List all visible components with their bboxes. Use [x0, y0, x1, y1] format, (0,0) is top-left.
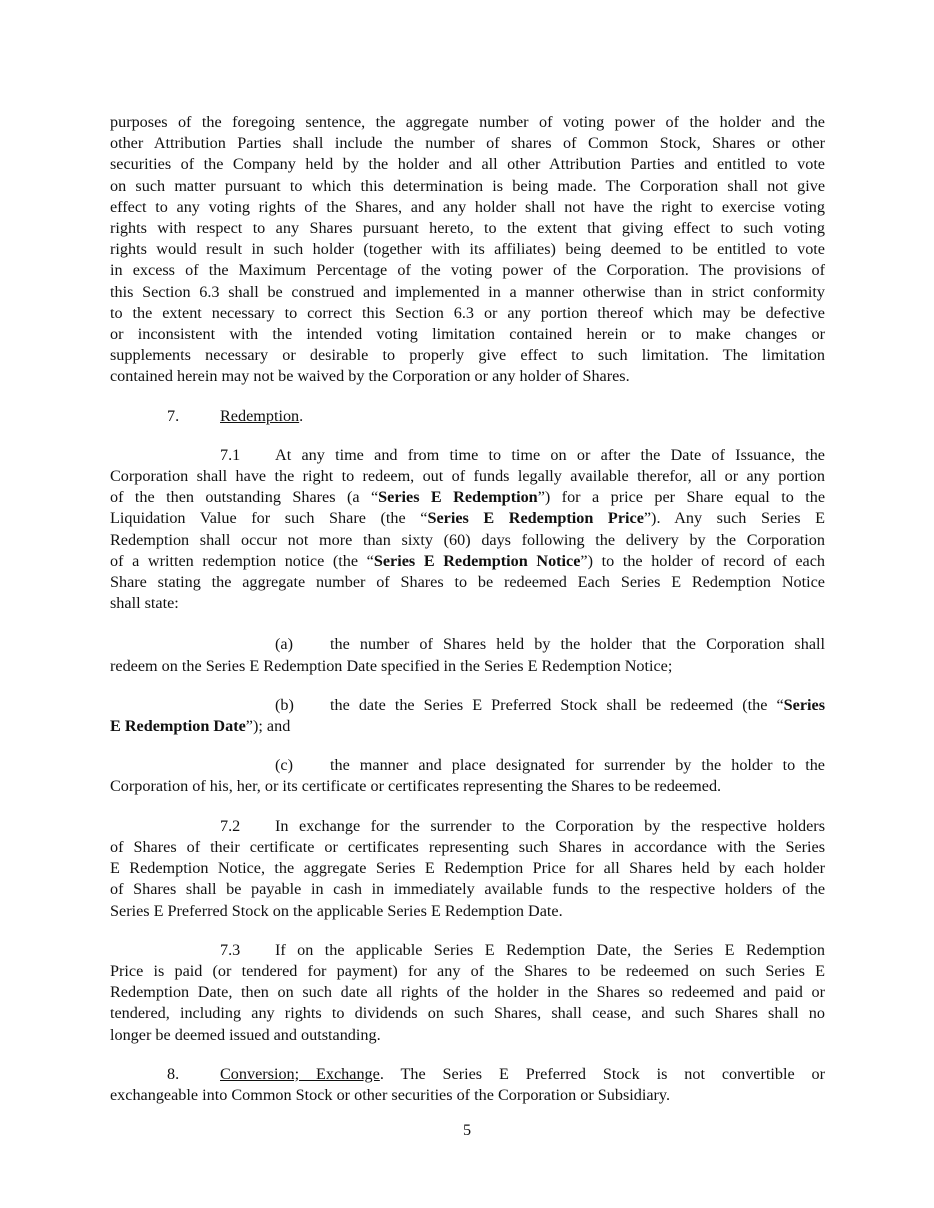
text-line: exchangeable into Common Stock or other securities of the Corporation or Subsidiary. [110, 1085, 670, 1104]
text-line: E Redemption Notice, the aggregate Series E Redemption Price for all Shares held by each holder [110, 859, 825, 878]
text-line: Share stating the aggregate number of Shares to be redeemed Each Series E Redemption Notice [110, 573, 825, 592]
list-item-b: (b) the date the Series E Preferred Stock shall be redeemed (the “Series E Redemption Date”); and [110, 695, 825, 736]
text-line: redeem on the Series E Redemption Date specified in the Series E Redemption Notice; [110, 656, 673, 675]
defined-term: Series [783, 695, 825, 714]
list-item-c: (c) the manner and place designated for surrender by the holder to the Corporation of his, her, or its certificate or certificates representing the Shares to be redeemed. [110, 755, 825, 797]
text-line: Series E Preferred Stock on the applicable Series E Redemption Date. [110, 901, 563, 920]
text-line: to the extent necessary to correct this Section 6.3 or any portion thereof which may be defective [110, 303, 825, 322]
text-line: other Attribution Parties shall include the number of shares of Common Stock, Shares or other [110, 134, 825, 153]
subsection-number: 7.3 [220, 940, 241, 959]
text-line: purposes of the foregoing sentence, the aggregate number of voting power of the holder and the [110, 113, 825, 131]
text-line: Corporation shall have the right to redeem, out of funds legally available therefor, all or any portion [110, 467, 825, 486]
text-line: effect to any voting rights of the Shares, and any holder shall not have the right to exercise voting [110, 197, 825, 216]
text-line: supplements necessary or desirable to properly give effect to such limitation. The limitation [110, 346, 825, 365]
text-line: Redemption Date, then on such date all rights of the holder in the Shares so redeemed and paid or [110, 983, 825, 1002]
section-number: 7. [167, 406, 180, 425]
text-line: of Shares shall be payable in cash in immediately available funds to the respective holders of the [110, 880, 825, 899]
section-number: 8. [167, 1064, 180, 1083]
item-label: (c) [275, 756, 293, 775]
page-number: 5 [462, 1121, 472, 1139]
defined-term: Series E Redemption [378, 488, 538, 507]
section-7-3: 7.3 If on the applicable Series E Redemption Date, the Series E Redemption Price is paid (or tendered for payment) for any of the Shares to be redeemed on such Series E Redemption Date, then on such date all rights of the holder in the Shares so redeemed and paid or tendered, including any rights to dividends on such Shares, shall cease, and such Shares shall no longer be deemed issued and outstanding. [110, 940, 825, 1046]
defined-term: E Redemption Date [110, 717, 246, 736]
section-8: 8. Conversion; Exchange. The Series E Preferred Stock is not convertible or exchangeable into Common Stock or other securities of the Corporation or Subsidiary. [110, 1064, 825, 1106]
continuation-paragraph [110, 112, 825, 388]
text-line: longer be deemed issued and outstanding. [110, 1025, 381, 1044]
text-line: Corporation of his, her, or its certificate or certificates representing the Shares to be redeemed. [110, 777, 722, 796]
text-line: rights would result in such holder (together with its affiliates) being deemed to be entitled to vote [110, 240, 825, 259]
defined-term: Series E Redemption Notice [373, 551, 581, 570]
list-item-a: (a) the number of Shares held by the holder that the Corporation shall redeem on the Series E Redemption Date specified in the Series E Redemption Notice; [110, 634, 825, 676]
text-line: on such matter pursuant to which this determination is being made. The Corporation shall not give [110, 176, 825, 195]
defined-term: Series E Redemption Price [427, 509, 644, 528]
section-title: Redemption [220, 406, 300, 425]
item-label: (b) [275, 695, 294, 714]
section-7-1: 7.1 At any time and from time to time on or after the Date of Issuance, the Corporation shall have the right to redeem, out of funds legally available therefor, all or any portion of the then outstanding Shares (a “Series E Redemption”) for a price per Share equal to the Liquidation Value for such Share (the “Series E Redemption Price”). Any such Series E Redemption shall occur not more than sixty (60) days following the delivery by the Corporation of a written redemption notice (the “Series E Redemption Notice”) to the holder of record of each Share stating the aggregate number of Shares to be redeemed Each Series E Redemption Notice shall state: [110, 445, 825, 615]
section-7-heading [110, 406, 825, 427]
text-line: of Shares of their certificate or certificates representing such Shares in accordance with the Series [110, 837, 825, 856]
text-line: or inconsistent with the intended voting limitation contained herein or to make changes or [110, 325, 825, 344]
text-line: At any time and from time to time on or after the Date of Issuance, the [275, 445, 825, 464]
subsection-number: 7.2 [220, 816, 241, 835]
text-line: shall state: [110, 594, 179, 613]
text-line: Price is paid (or tendered for payment) for any of the Shares to be redeemed on such Series E [110, 961, 825, 980]
text-line: Redemption shall occur not more than sixty (60) days following the delivery by the Corporation [110, 530, 825, 549]
text-line: contained herein may not be waived by the Corporation or any holder of Shares. [110, 367, 630, 386]
item-label: (a) [275, 635, 293, 654]
section-title: Conversion; Exchange [220, 1064, 380, 1083]
text-line: this Section 6.3 shall be construed and implemented in a manner otherwise than in strict conformity [110, 282, 825, 301]
text-line: securities of the Company held by the holder and all other Attribution Parties and entitled to vote [110, 155, 825, 174]
text-line: tendered, including any rights to dividends on such Shares, shall cease, and such Shares shall no [110, 1004, 825, 1023]
subsection-number: 7.1 [220, 445, 241, 464]
document-page [110, 112, 825, 1106]
section-title-suffix: . [299, 406, 304, 425]
text-line: in excess of the Maximum Percentage of the voting power of the Corporation. The provisions of [110, 261, 825, 280]
section-7-2: 7.2 In exchange for the surrender to the Corporation by the respective holders of Shares of their certificate or certificates representing such Shares in accordance with the Series E Redemption Notice, the aggregate Series E Redemption Price for all Shares held by each holder of Shares shall be payable in cash in immediately available funds to the respective holders of the Series E Preferred Stock on the applicable Series E Redemption Date. [110, 816, 825, 922]
text-line: rights with respect to any Shares pursuant hereto, to the extent that giving effect to such voting [110, 219, 825, 238]
